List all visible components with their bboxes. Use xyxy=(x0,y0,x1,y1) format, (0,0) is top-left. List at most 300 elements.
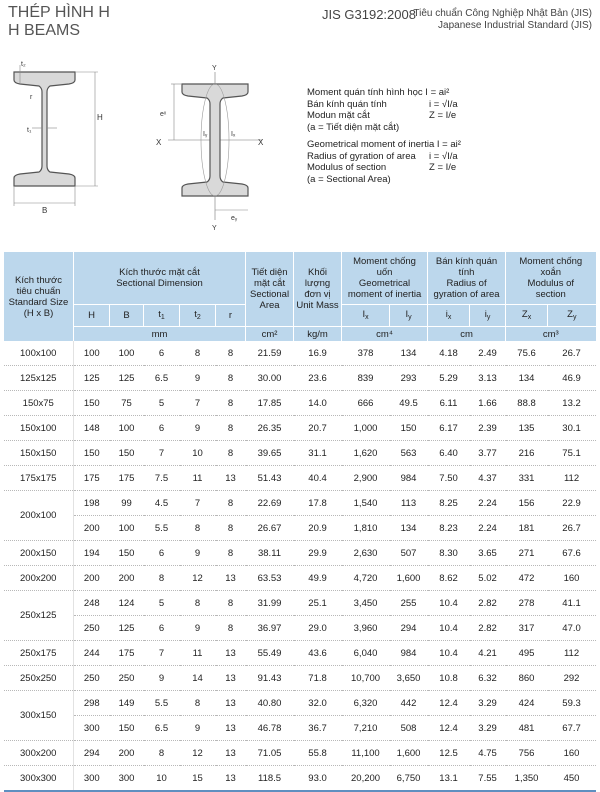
table-cell: 160 xyxy=(548,741,596,766)
table-cell: 12.4 xyxy=(428,716,470,741)
table-cell: 8 xyxy=(216,591,246,616)
table-cell: 12.5 xyxy=(428,741,470,766)
table-cell: 2.82 xyxy=(470,591,506,616)
label-t1: t₁ xyxy=(27,127,32,134)
label-r: r xyxy=(30,94,33,101)
table-cell: 67.6 xyxy=(548,541,596,566)
table-cell: 7 xyxy=(180,391,216,416)
size-cell: 300x200 xyxy=(4,741,74,766)
size-cell: 150x75 xyxy=(4,391,74,416)
formula-label: (a = Sectional Area) xyxy=(307,173,391,185)
formula-label: Moment quán tính hình học I = ai² xyxy=(307,87,450,98)
table-cell: 5.5 xyxy=(144,516,180,541)
table-cell: 3,960 xyxy=(342,616,390,641)
formula-legend xyxy=(307,87,461,185)
formula-row xyxy=(307,99,461,111)
table-cell: 17.8 xyxy=(294,491,342,516)
header-gx: $i_x$ xyxy=(428,305,470,327)
table-cell: 134 xyxy=(390,341,428,366)
table-cell: 200 xyxy=(110,566,144,591)
table-cell: 99 xyxy=(110,491,144,516)
table-cell: 8 xyxy=(216,341,246,366)
table-cell: 46.78 xyxy=(246,716,294,741)
table-cell: 13.2 xyxy=(548,391,596,416)
table-cell: 424 xyxy=(506,691,548,716)
unit-modulus: cm³ xyxy=(506,327,596,342)
table-cell: 11 xyxy=(180,641,216,666)
table-row xyxy=(4,541,596,566)
table-cell: 26.7 xyxy=(548,516,596,541)
formula-row xyxy=(307,122,461,134)
table-cell: 6 xyxy=(144,616,180,641)
table-cell: 3.77 xyxy=(470,441,506,466)
table-cell: 4.18 xyxy=(428,341,470,366)
table-cell: 495 xyxy=(506,641,548,666)
table-cell: 5 xyxy=(144,391,180,416)
table-cell: 839 xyxy=(342,366,390,391)
table-cell: 30.00 xyxy=(246,366,294,391)
table-cell: 10,700 xyxy=(342,666,390,691)
table-cell: 13 xyxy=(216,641,246,666)
table-cell: 250 xyxy=(74,666,110,691)
table-cell: 150 xyxy=(110,541,144,566)
table-cell: 331 xyxy=(506,466,548,491)
table-cell: 1,600 xyxy=(390,566,428,591)
h-beam-spec-table xyxy=(3,252,596,792)
table-cell: 8 xyxy=(216,391,246,416)
table-cell: 8.23 xyxy=(428,516,470,541)
axis-y-top: Y xyxy=(212,65,217,72)
table-cell: 3,650 xyxy=(390,666,428,691)
table-cell: 317 xyxy=(506,616,548,641)
table-cell: 31.99 xyxy=(246,591,294,616)
size-cell: 250x175 xyxy=(4,641,74,666)
table-cell: 20,200 xyxy=(342,766,390,792)
table-cell: 113 xyxy=(390,491,428,516)
table-cell: 67.7 xyxy=(548,716,596,741)
table-cell: 15 xyxy=(180,766,216,792)
table-cell: 40.80 xyxy=(246,691,294,716)
header-sectional-dimension: Kích thước mặt cắt Sectional Dimension xyxy=(74,252,246,305)
table-cell: 135 xyxy=(506,416,548,441)
table-cell: 8 xyxy=(216,516,246,541)
table-cell: 6.32 xyxy=(470,666,506,691)
standard-name xyxy=(413,8,592,32)
size-cell: 200x100 xyxy=(4,491,74,541)
header-b: B xyxy=(110,305,144,327)
header-standard-size: Kích thước tiêu chuẩn Standard Size (H x B) xyxy=(4,252,74,341)
table-cell: 472 xyxy=(506,566,548,591)
size-cell: 125x125 xyxy=(4,366,74,391)
table-cell: 21.59 xyxy=(246,341,294,366)
table-cell: 8 xyxy=(144,566,180,591)
table-cell: 1,350 xyxy=(506,766,548,792)
table-cell: 75 xyxy=(110,391,144,416)
table-cell: 71.05 xyxy=(246,741,294,766)
table-cell: 100 xyxy=(110,341,144,366)
table-cell: 200 xyxy=(74,566,110,591)
formula-label: (a = Tiết diện mặt cắt) xyxy=(307,121,400,133)
label-ex: eˣ xyxy=(160,111,167,118)
table-cell: 13 xyxy=(216,691,246,716)
table-cell: 9 xyxy=(180,541,216,566)
size-cell: 250x250 xyxy=(4,666,74,691)
table-cell: 75.1 xyxy=(548,441,596,466)
table-cell: 293 xyxy=(390,366,428,391)
table-cell: 75.6 xyxy=(506,341,548,366)
table-cell: 9 xyxy=(180,416,216,441)
table-cell: 112 xyxy=(548,641,596,666)
table-cell: 2.39 xyxy=(470,416,506,441)
table-cell: 22.9 xyxy=(548,491,596,516)
table-row xyxy=(4,716,596,741)
table-cell: 41.1 xyxy=(548,591,596,616)
table-cell: 181 xyxy=(506,516,548,541)
table-cell: 756 xyxy=(506,741,548,766)
table-cell: 25.1 xyxy=(294,591,342,616)
header-zx: $Z_x$ xyxy=(506,305,548,327)
table-cell: 9 xyxy=(180,716,216,741)
table-cell: 2,900 xyxy=(342,466,390,491)
formula-row xyxy=(307,151,461,163)
h-beam-axis-drawing xyxy=(156,65,264,232)
table-row xyxy=(4,616,596,641)
formula-row xyxy=(307,139,461,151)
table-row xyxy=(4,516,596,541)
formula-equation: i = √I/a xyxy=(429,98,458,110)
table-cell: 39.65 xyxy=(246,441,294,466)
table-cell: 5.5 xyxy=(144,691,180,716)
table-cell: 100 xyxy=(74,341,110,366)
table-cell: 442 xyxy=(390,691,428,716)
table-cell: 7,210 xyxy=(342,716,390,741)
table-cell: 7.55 xyxy=(470,766,506,792)
table-cell: 32.0 xyxy=(294,691,342,716)
unit-area: cm² xyxy=(246,327,294,342)
table-row xyxy=(4,366,596,391)
table-cell: 244 xyxy=(74,641,110,666)
table-cell: 51.43 xyxy=(246,466,294,491)
header-radius-of-gyration: Bán kính quán tính Radius of gyration of area xyxy=(428,252,506,305)
table-cell: 7 xyxy=(144,441,180,466)
table-cell: 5.02 xyxy=(470,566,506,591)
table-cell: 200 xyxy=(74,516,110,541)
table-cell: 255 xyxy=(390,591,428,616)
label-ey: eᵧ xyxy=(231,215,238,222)
table-cell: 1,540 xyxy=(342,491,390,516)
label-h: H xyxy=(97,113,103,122)
table-cell: 14 xyxy=(180,666,216,691)
table-cell: 9 xyxy=(180,616,216,641)
table-cell: 8 xyxy=(216,616,246,641)
table-cell: 1.66 xyxy=(470,391,506,416)
table-cell: 300 xyxy=(74,766,110,792)
table-row xyxy=(4,416,596,441)
table-cell: 26.35 xyxy=(246,416,294,441)
table-cell: 4.37 xyxy=(470,466,506,491)
table-cell: 16.9 xyxy=(294,341,342,366)
table-cell: 3,450 xyxy=(342,591,390,616)
formula-label: Radius of gyration of area xyxy=(307,150,416,162)
table-row xyxy=(4,591,596,616)
table-cell: 12 xyxy=(180,566,216,591)
table-cell: 1,600 xyxy=(390,741,428,766)
table-cell: 46.9 xyxy=(548,366,596,391)
table-cell: 860 xyxy=(506,666,548,691)
table-cell: 6.40 xyxy=(428,441,470,466)
table-cell: 23.6 xyxy=(294,366,342,391)
table-cell: 55.8 xyxy=(294,741,342,766)
table-cell: 12 xyxy=(180,741,216,766)
table-cell: 378 xyxy=(342,341,390,366)
table-cell: 93.0 xyxy=(294,766,342,792)
title-en: H BEAMS xyxy=(8,22,81,39)
table-cell: 7 xyxy=(144,641,180,666)
table-cell: 4,720 xyxy=(342,566,390,591)
table-cell: 2.24 xyxy=(470,491,506,516)
standard-name-en: Japanese Industrial Standard (JIS) xyxy=(438,20,592,31)
table-cell: 294 xyxy=(74,741,110,766)
table-cell: 250 xyxy=(110,666,144,691)
table-cell: 3.29 xyxy=(470,691,506,716)
table-cell: 10.4 xyxy=(428,616,470,641)
table-cell: 6,320 xyxy=(342,691,390,716)
table-cell: 29.9 xyxy=(294,541,342,566)
table-cell: 5 xyxy=(144,591,180,616)
table-cell: 91.43 xyxy=(246,666,294,691)
table-cell: 10 xyxy=(144,766,180,792)
standard-code: JIS G3192:2008 xyxy=(322,7,416,22)
size-cell: 100x100 xyxy=(4,341,74,366)
table-cell: 13 xyxy=(216,566,246,591)
table-cell: 7.5 xyxy=(144,466,180,491)
table-cell: 175 xyxy=(110,641,144,666)
table-cell: 6 xyxy=(144,541,180,566)
table-cell: 10.4 xyxy=(428,591,470,616)
table-cell: 6.5 xyxy=(144,716,180,741)
table-cell: 5.29 xyxy=(428,366,470,391)
table-cell: 26.67 xyxy=(246,516,294,541)
formula-label: Geometrical moment of inertia I = ai² xyxy=(307,139,461,150)
table-cell: 298 xyxy=(74,691,110,716)
table-cell: 40.4 xyxy=(294,466,342,491)
table-cell: 8.62 xyxy=(428,566,470,591)
table-cell: 49.5 xyxy=(390,391,428,416)
size-cell: 150x150 xyxy=(4,441,74,466)
table-cell: 11 xyxy=(180,466,216,491)
table-cell: 250 xyxy=(74,616,110,641)
table-cell: 11,100 xyxy=(342,741,390,766)
table-cell: 49.9 xyxy=(294,566,342,591)
table-cell: 10.8 xyxy=(428,666,470,691)
table-row xyxy=(4,341,596,366)
table-cell: 4.21 xyxy=(470,641,506,666)
label-t2: t₂ xyxy=(21,61,26,68)
axis-y-bottom: Y xyxy=(212,225,217,232)
table-cell: 200 xyxy=(110,741,144,766)
formula-label: Bán kính quán tính xyxy=(307,98,387,110)
table-cell: 100 xyxy=(110,416,144,441)
table-cell: 8 xyxy=(180,691,216,716)
table-cell: 216 xyxy=(506,441,548,466)
table-cell: 3.29 xyxy=(470,716,506,741)
size-cell: 200x200 xyxy=(4,566,74,591)
table-row xyxy=(4,441,596,466)
table-cell: 150 xyxy=(390,416,428,441)
table-cell: 13 xyxy=(216,716,246,741)
table-cell: 194 xyxy=(74,541,110,566)
table-cell: 9 xyxy=(180,366,216,391)
table-cell: 2.49 xyxy=(470,341,506,366)
table-cell: 29.0 xyxy=(294,616,342,641)
table-cell: 13 xyxy=(216,666,246,691)
table-cell: 13 xyxy=(216,741,246,766)
header-sectional-area: Tiết diện mặt cắt Sectional Area xyxy=(246,252,294,327)
table-row xyxy=(4,391,596,416)
table-row xyxy=(4,641,596,666)
page-title xyxy=(8,4,110,40)
table-cell: 8 xyxy=(144,741,180,766)
table-cell: 12.4 xyxy=(428,691,470,716)
header-iy: $I_y$ xyxy=(390,305,428,327)
size-cell: 300x150 xyxy=(4,691,74,741)
formula-row xyxy=(307,162,461,174)
table-cell: 4.75 xyxy=(470,741,506,766)
table-cell: 8 xyxy=(216,416,246,441)
table-cell: 1,810 xyxy=(342,516,390,541)
table-cell: 10.4 xyxy=(428,641,470,666)
axis-x-right: X xyxy=(258,138,264,147)
label-iy: Iᵧ xyxy=(203,131,208,138)
table-cell: 175 xyxy=(110,466,144,491)
header-zy: $Z_y$ xyxy=(548,305,596,327)
table-cell: 125 xyxy=(74,366,110,391)
table-cell: 6.11 xyxy=(428,391,470,416)
formula-row xyxy=(307,174,461,186)
header-r: r xyxy=(216,305,246,327)
table-cell: 563 xyxy=(390,441,428,466)
table-cell: 17.85 xyxy=(246,391,294,416)
table-cell: 7.50 xyxy=(428,466,470,491)
table-cell: 481 xyxy=(506,716,548,741)
size-cell: 150x100 xyxy=(4,416,74,441)
header-modulus-of-section: Moment chống xoắn Modulus of section xyxy=(506,252,596,305)
table-cell: 38.11 xyxy=(246,541,294,566)
table-cell: 43.6 xyxy=(294,641,342,666)
table-cell: 14.0 xyxy=(294,391,342,416)
table-cell: 507 xyxy=(390,541,428,566)
size-cell: 175x175 xyxy=(4,466,74,491)
h-beam-diagrams xyxy=(0,50,300,235)
table-cell: 8 xyxy=(216,366,246,391)
table-cell: 6,040 xyxy=(342,641,390,666)
formula-equation: Z = I/e xyxy=(429,110,457,121)
size-cell: 200x150 xyxy=(4,541,74,566)
table-cell: 36.7 xyxy=(294,716,342,741)
table-cell: 6,750 xyxy=(390,766,428,792)
formula-label: Modun mặt cắt xyxy=(307,110,370,121)
table-cell: 47.0 xyxy=(548,616,596,641)
table-row xyxy=(4,766,596,792)
table-cell: 8 xyxy=(216,491,246,516)
table-cell: 508 xyxy=(390,716,428,741)
table-row xyxy=(4,491,596,516)
table-cell: 31.1 xyxy=(294,441,342,466)
table-cell: 160 xyxy=(548,566,596,591)
table-cell: 149 xyxy=(110,691,144,716)
table-cell: 13 xyxy=(216,466,246,491)
standard-name-vi: Tiêu chuẩn Công Nghiệp Nhật Bản (JIS) xyxy=(413,8,592,19)
header-t1: $t_1$ xyxy=(144,305,180,327)
table-cell: 8.30 xyxy=(428,541,470,566)
table-cell: 156 xyxy=(506,491,548,516)
table-cell: 8 xyxy=(180,516,216,541)
table-cell: 1,620 xyxy=(342,441,390,466)
table-cell: 666 xyxy=(342,391,390,416)
table-cell: 150 xyxy=(74,391,110,416)
label-b: B xyxy=(42,206,48,215)
table-cell: 175 xyxy=(74,466,110,491)
axis-x-left: X xyxy=(156,138,162,147)
table-cell: 13.1 xyxy=(428,766,470,792)
table-cell: 294 xyxy=(390,616,428,641)
table-cell: 118.5 xyxy=(246,766,294,792)
table-cell: 134 xyxy=(506,366,548,391)
table-cell: 2.82 xyxy=(470,616,506,641)
formula-label: Modulus of section xyxy=(307,162,387,173)
header-ix: $I_x$ xyxy=(342,305,390,327)
size-cell: 250x125 xyxy=(4,591,74,641)
table-row xyxy=(4,666,596,691)
table-cell: 150 xyxy=(110,441,144,466)
table-cell: 6.5 xyxy=(144,366,180,391)
unit-mm: mm xyxy=(74,327,246,342)
table-cell: 6.17 xyxy=(428,416,470,441)
table-cell: 2.24 xyxy=(470,516,506,541)
table-cell: 4.5 xyxy=(144,491,180,516)
label-ix: Iₓ xyxy=(231,131,236,138)
table-cell: 8 xyxy=(180,341,216,366)
table-cell: 3.13 xyxy=(470,366,506,391)
title-vi: THÉP HÌNH H xyxy=(8,4,110,21)
unit-mass: kg/m xyxy=(294,327,342,342)
formula-equation: Z = I/e xyxy=(429,162,457,173)
table-cell: 450 xyxy=(548,766,596,792)
formula-row xyxy=(307,87,461,99)
table-cell: 8 xyxy=(216,541,246,566)
table-cell: 148 xyxy=(74,416,110,441)
table-cell: 36.97 xyxy=(246,616,294,641)
table-row xyxy=(4,466,596,491)
table-cell: 8 xyxy=(180,591,216,616)
unit-inertia: cm⁴ xyxy=(342,327,428,342)
table-cell: 984 xyxy=(390,466,428,491)
table-cell: 10 xyxy=(180,441,216,466)
table-cell: 22.69 xyxy=(246,491,294,516)
table-cell: 134 xyxy=(390,516,428,541)
table-cell: 26.7 xyxy=(548,341,596,366)
table-cell: 3.65 xyxy=(470,541,506,566)
table-cell: 8 xyxy=(216,441,246,466)
table-cell: 13 xyxy=(216,766,246,792)
table-cell: 300 xyxy=(74,716,110,741)
table-cell: 59.3 xyxy=(548,691,596,716)
table-cell: 9 xyxy=(144,666,180,691)
table-cell: 30.1 xyxy=(548,416,596,441)
table-cell: 2,630 xyxy=(342,541,390,566)
header-gy: $i_y$ xyxy=(470,305,506,327)
unit-gyration: cm xyxy=(428,327,506,342)
